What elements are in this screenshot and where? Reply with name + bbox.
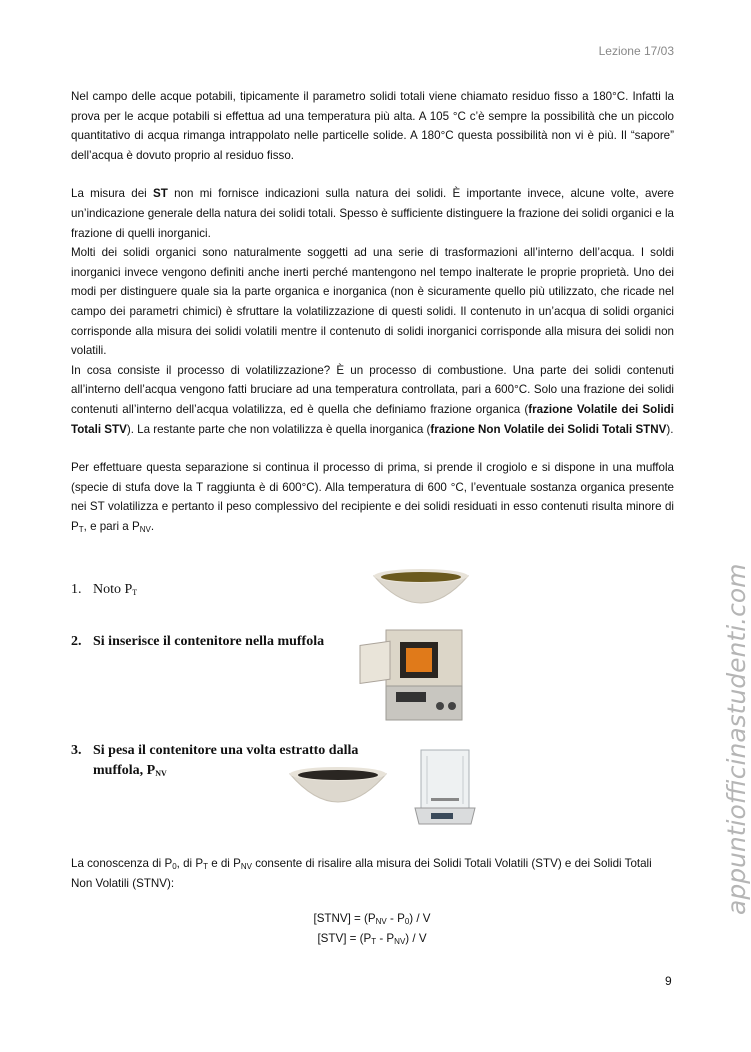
paragraph-residuo-fisso: Nel campo delle acque potabili, tipicamente il parametro solidi totali viene chiamato residuo fisso a 180°C. Infatti la prova per le acque potabili si effettua ad una temperatura più alta. A 105 °C c’è sempre la possibilità che un piccolo quantitativo di acqua rimanga intrappolato nelle particelle solide. A 180°C questa possibilità non vi è più. Il “sapore” dell’acqua è dovuto proprio al residuo fisso. bbox=[71, 90, 674, 162]
step-2: 2. Si inserisce il contenitore nella muffola bbox=[71, 634, 325, 649]
conclusion-paragraph: La conoscenza di $P_0$, di $P_T$ e di $P_{NV}$ consente di risalire alla misura dei Solidi Totali Volatili (STV) e dei Solidi Totali Non Volatili (STNV): bbox=[71, 857, 652, 890]
formula-stnv: [STNV] = $(P_{NV} - P_0)$ / V bbox=[313, 912, 431, 926]
muffle-furnace-image bbox=[356, 626, 466, 724]
step-1: 1. Noto $P_T$ bbox=[71, 582, 138, 597]
paragraph-organici-inorganici: Molti dei solidi organici sono naturalmente soggetti ad una serie di trasformazioni all’interno dell’acqua. I soldi inorganici invece vengono definiti anche inerti perché mantengono nel tempo inalterate le proprie proprietà. Uno dei modi per distinguere quale sia la parte organica e inorganica (non è sicuramente quello più utilizzato, che ricade nel campo dei parametri chimici) è sfruttare la volatilizzazione di questi solidi. Il contenuto in un’acqua di solidi organici corrisponde alla misura dei solidi volatili mentre il contenuto di solidi inorganici corrisponde alla misura dei solidi non volatili. bbox=[71, 246, 674, 358]
crucible-image bbox=[372, 568, 470, 620]
page-number: 9 bbox=[665, 974, 672, 988]
balance-image bbox=[413, 748, 477, 828]
paragraph-volatilizzazione: In cosa consiste il processo di volatilizzazione? È un processo di combustione. Una parte dei solidi contenuti all’interno dell’acqua vengono fatti bruciare ad una temperatura controllata, pari a 600°C. Solo una frazione dei solidi contenuti all’interno dell’acqua volatilizza, ed è quella che definiamo frazione organica (frazione Volatile dei Solidi Totali STV). La restante parte che non volatilizza è quella inorganica (frazione Non Volatile dei Solidi Totali STNV). bbox=[71, 363, 674, 436]
paragraph-muffola: Per effettuare questa separazione si continua il processo di prima, si prende il crogiolo e si dispone in una muffola (specie di stufa dove la T raggiunta è di 600°C). Alla temperatura di 600 °C, l’eventuale sostanza organica presente nei ST volatilizza e pertanto il peso complessivo del recipiente e dei solidi residuati in esso contenuti risulta minore di $P_T$, e pari a $P_{NV}$. bbox=[71, 461, 674, 534]
step-3: 3. Si pesa il contenitore una volta estratto dalla muffola, $P_{NV}$ bbox=[71, 743, 359, 778]
watermark: appuntiofficinastudenti.com bbox=[722, 563, 751, 915]
lesson-header: Lezione 17/03 bbox=[598, 44, 674, 58]
body-text bbox=[71, 87, 674, 536]
formula-stv: $[STV] = (P_T - P_{NV}) / V$ bbox=[317, 932, 427, 946]
crucible-after-image bbox=[288, 766, 388, 820]
paragraph-natura-solidi: La misura dei ST non mi fornisce indicazioni sulla natura dei solidi. È importante invece, alcune volte, avere un’indicazione generale della natura dei solidi totali. Spesso è sufficiente distinguere la frazione dei solidi organici e la frazione di quelli inorganici. bbox=[71, 187, 674, 240]
